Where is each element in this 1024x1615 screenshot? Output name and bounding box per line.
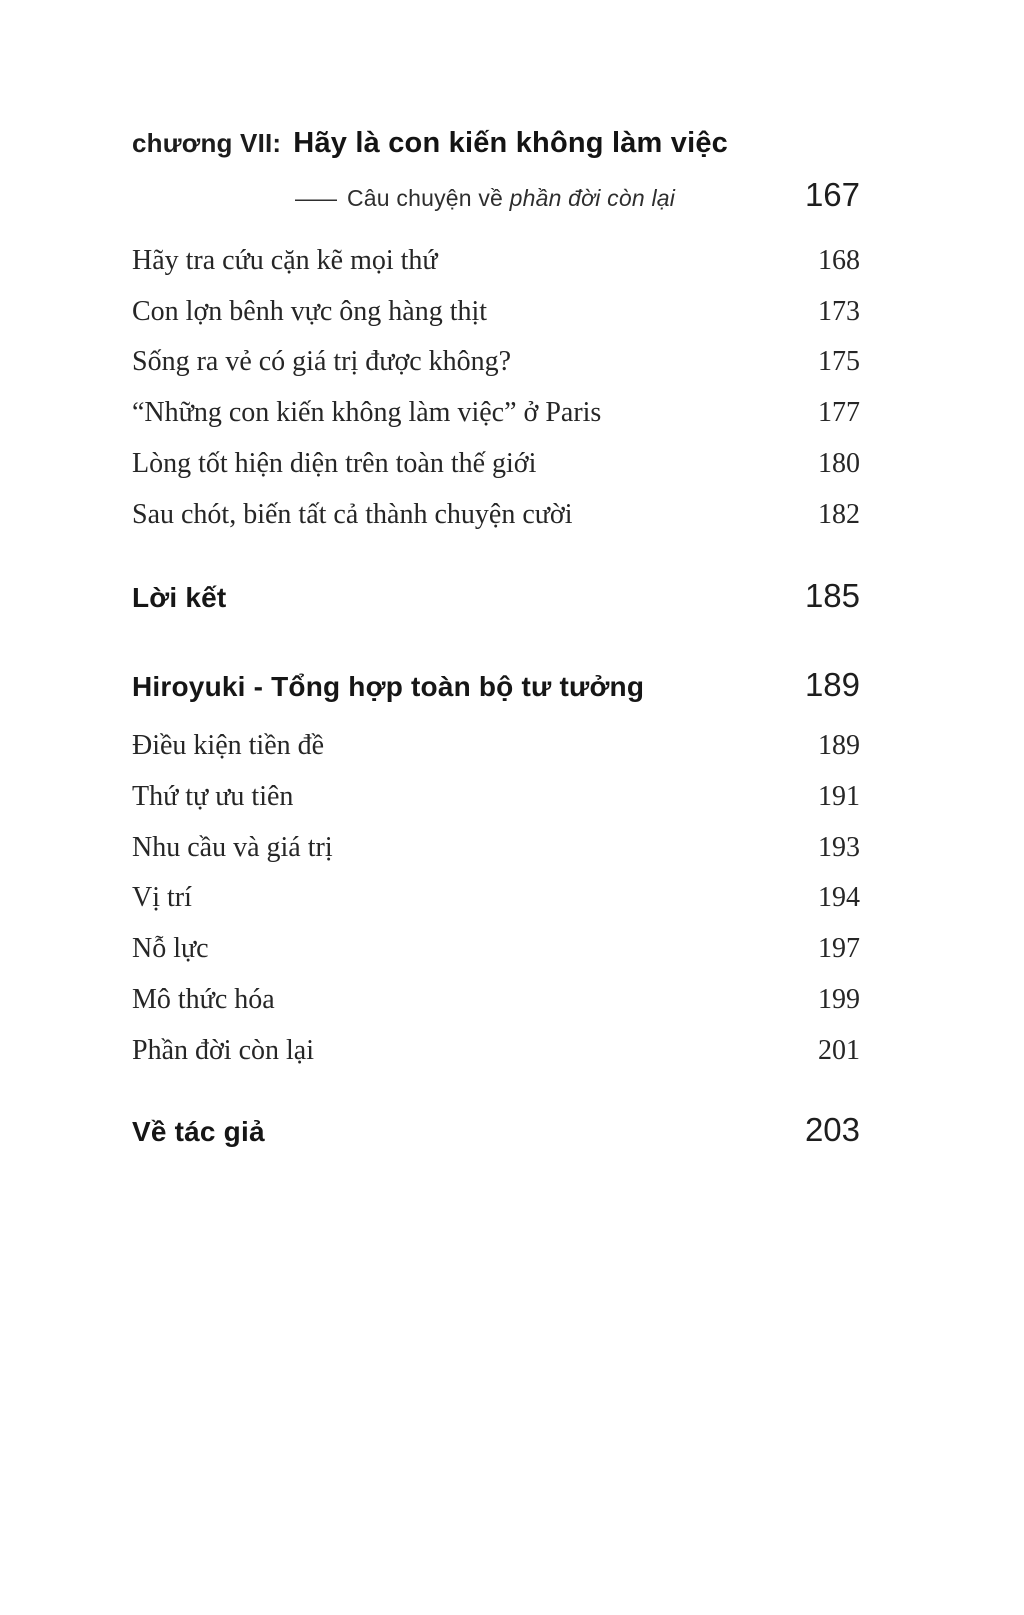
toc-item-page: 175 <box>818 346 860 378</box>
chapter-item-list <box>132 246 860 531</box>
subtitle-dash: —— <box>295 184 333 211</box>
toc-item-page: 177 <box>818 397 860 429</box>
chapter-page-number: 167 <box>804 175 860 213</box>
toc-item <box>132 347 860 378</box>
toc-item <box>132 731 860 762</box>
summary-header-row <box>132 665 860 703</box>
toc-item-page: 182 <box>818 498 860 530</box>
toc-item <box>132 297 860 328</box>
toc-item-title: Sống ra vẻ có giá trị được không? <box>132 346 512 378</box>
toc-item <box>132 934 860 965</box>
chapter-label: chương VII: <box>132 128 282 158</box>
toc-item-title: Mô thức hóa <box>132 984 275 1016</box>
toc-item-page: 180 <box>818 448 860 480</box>
toc-item-title: Hãy tra cứu cặn kẽ mọi thứ <box>132 244 438 276</box>
toc-item <box>132 985 860 1016</box>
toc-item-title: Điều kiện tiền đề <box>132 730 325 762</box>
toc-item <box>132 1036 860 1067</box>
toc-item-page: 193 <box>818 831 860 863</box>
summary-header-page-number: 189 <box>804 665 860 703</box>
toc-item <box>132 883 860 914</box>
toc-item-title: Lòng tốt hiện diện trên toàn thế giới <box>132 448 537 480</box>
toc-item <box>132 398 860 429</box>
chapter-subtitle-row <box>132 175 860 213</box>
toc-item-page: 199 <box>818 984 860 1016</box>
chapter-subtitle <box>295 185 675 212</box>
toc-item-title: Phần đời còn lại <box>132 1034 314 1066</box>
toc-item <box>132 449 860 480</box>
toc-item-title: “Những con kiến không làm việc” ở Paris <box>132 397 602 429</box>
toc-item <box>132 246 860 277</box>
toc-item-page: 194 <box>818 882 860 914</box>
toc-item-title: Vị trí <box>132 882 192 914</box>
toc-item-title: Nhu cầu và giá trị <box>132 831 333 863</box>
chapter-header <box>132 128 860 160</box>
conclusion-row <box>132 576 860 614</box>
chapter-title: Hãy là con kiến không làm việc <box>293 127 729 159</box>
toc-item <box>132 500 860 531</box>
toc-item-page: 173 <box>818 295 860 327</box>
toc-item <box>132 782 860 813</box>
toc-item-title: Con lợn bênh vực ông hàng thịt <box>132 295 488 327</box>
toc-item-title: Nỗ lực <box>132 933 209 965</box>
toc-item-title: Thứ tự ưu tiên <box>132 780 294 812</box>
about-author-title: Về tác giả <box>132 1115 265 1147</box>
chapter-subtitle-text: Câu chuyện về <box>347 184 510 211</box>
summary-item-list <box>132 731 860 1067</box>
toc-item-page: 197 <box>818 933 860 965</box>
conclusion-page-number: 185 <box>804 576 860 614</box>
about-author-row <box>132 1110 860 1148</box>
toc-item-page: 168 <box>818 244 860 276</box>
toc-item-title: Sau chót, biến tất cả thành chuyện cười <box>132 498 573 530</box>
summary-header-title: Hiroyuki - Tổng hợp toàn bộ tư tưởng <box>132 670 645 702</box>
toc-item-page: 191 <box>818 780 860 812</box>
toc-item-page: 189 <box>818 730 860 762</box>
conclusion-title: Lời kết <box>132 581 227 613</box>
chapter-subtitle-italic: phần đời còn lại <box>509 184 676 211</box>
toc-item <box>132 833 860 864</box>
toc-item-page: 201 <box>818 1034 860 1066</box>
about-author-page-number: 203 <box>804 1110 860 1148</box>
